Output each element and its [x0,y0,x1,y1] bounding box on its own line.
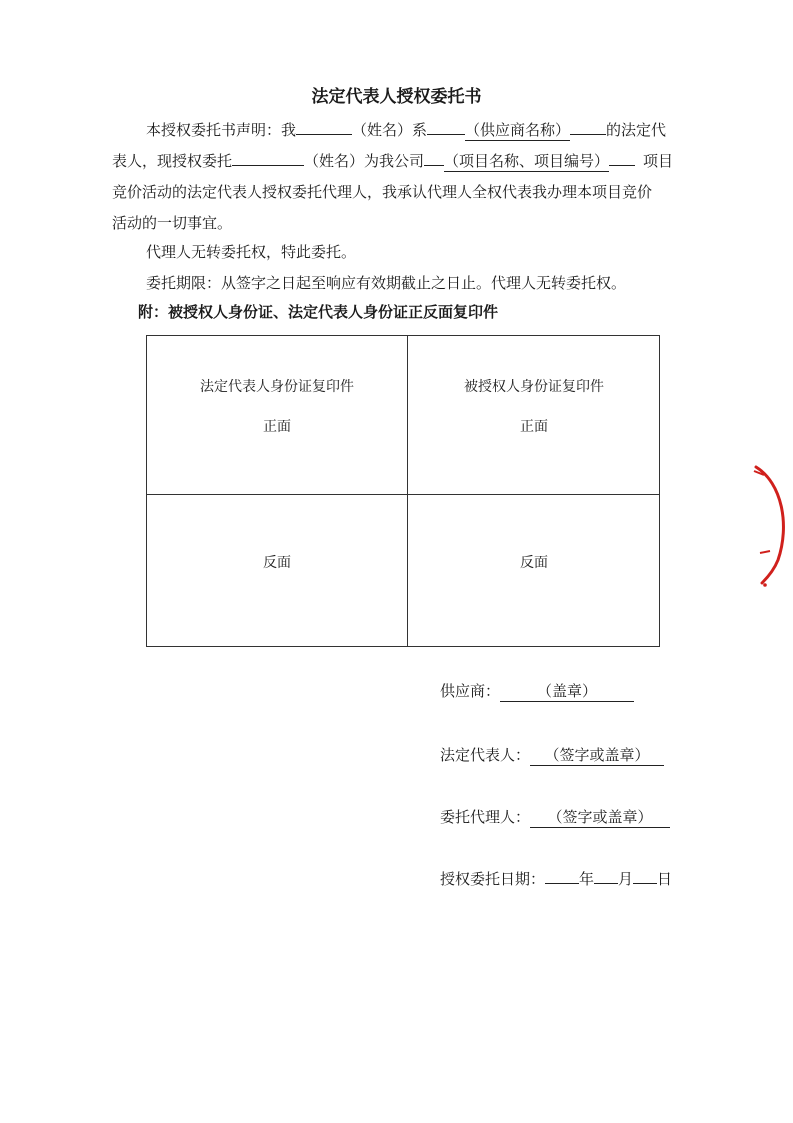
legal-rep-sign-field: （签字或盖章） [530,745,664,766]
p1-text-e: 表人，现授权委托 [112,152,233,170]
id-copy-table [146,335,660,647]
seal-dot [763,583,767,587]
paragraph-1-line-1 [146,118,666,142]
paragraph-1-line-2 [112,149,673,173]
attachment-note: 附：被授权人身份证、法定代表人身份证正反面复印件 [138,303,499,321]
month-blank [594,883,618,884]
p1-text-f: （姓名）为我公司 [304,152,425,170]
p1-text-b: （姓名）系 [352,121,428,139]
paragraph-1-line-3: 竞价活动的法定代表人授权委托代理人，我承认代理人全权代表我办理本项目竞价 [112,183,653,201]
paragraph-2: 代理人无转委托权，特此委托。 [146,243,357,261]
year-blank [545,883,579,884]
name-blank [296,134,352,135]
paragraph-1-line-4: 活动的一切事宜。 [112,214,233,232]
p1-text-g: 项目 [643,152,674,170]
document-title: 法定代表人授权委托书 [311,87,482,107]
table-divider-horizontal [147,494,659,495]
cell-legal-rep-id-title: 法定代表人身份证复印件 [200,379,354,395]
day-blank [633,883,657,884]
day-label: 日 [657,870,673,888]
cell-agent-id-title: 被授权人身份证复印件 [464,379,604,395]
project-name-field: （项目名称、项目编号） [444,152,610,170]
p1-text-d: 的法定代 [606,121,667,139]
agent-name-blank [232,165,304,166]
partial-seal-stamp [752,465,793,590]
seal-arc [756,467,783,583]
agent-signature-row [440,806,670,828]
seal-mark-mid [760,551,770,553]
supplier-seal-field: （盖章） [500,681,634,702]
legal-rep-signature-row [440,744,664,766]
supplier-label: 供应商： [440,682,501,700]
supplier-name-field: （供应商名称） [465,121,571,139]
cell-legal-rep-front: 正面 [263,419,291,435]
year-label: 年 [579,870,595,888]
supplier-blank-right [570,134,606,135]
month-label: 月 [618,870,634,888]
date-row [440,868,672,889]
agent-sign-field: （签字或盖章） [530,807,670,828]
cell-agent-front: 正面 [520,419,548,435]
project-blank-left [424,165,444,166]
p1-text-a: 本授权委托书声明：我 [146,121,297,139]
paragraph-3: 委托期限：从签字之日起至响应有效期截止之日止。代理人无转委托权。 [146,274,627,292]
project-blank-right [609,165,635,166]
supplier-blank-left [427,134,465,135]
agent-label: 委托代理人： [440,808,531,826]
supplier-signature-row [440,680,634,702]
cell-agent-back: 反面 [520,555,548,571]
cell-legal-rep-back: 反面 [263,555,291,571]
date-label: 授权委托日期： [440,870,546,888]
legal-rep-label: 法定代表人： [440,746,531,764]
